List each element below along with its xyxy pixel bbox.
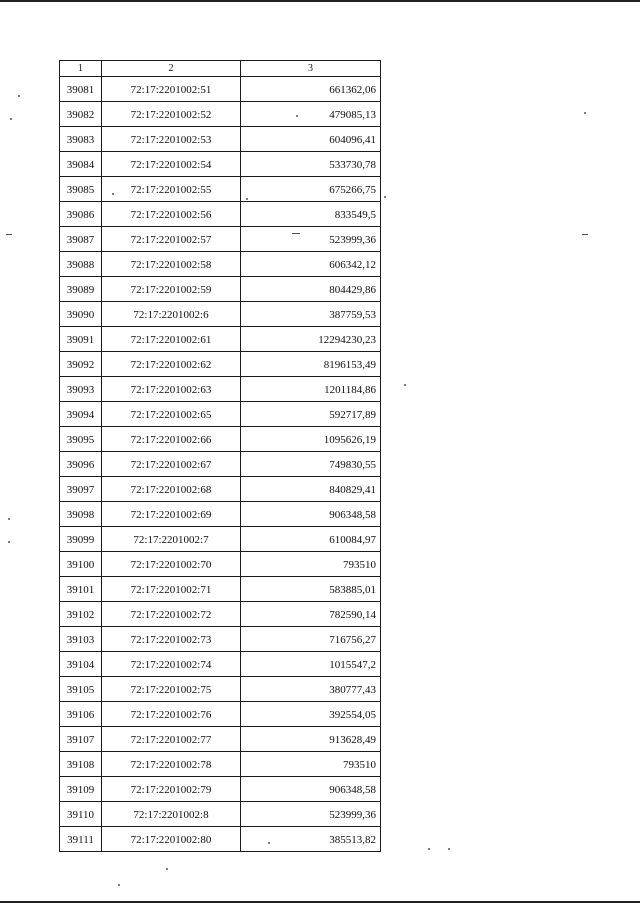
cadastral-number: 72:17:2201002:80 xyxy=(102,827,241,852)
row-number: 39081 xyxy=(60,77,102,102)
row-number: 39102 xyxy=(60,602,102,627)
cadastral-number: 72:17:2201002:57 xyxy=(102,227,241,252)
table-row xyxy=(60,452,381,477)
cadastral-value: 1095626,19 xyxy=(241,427,381,452)
table-row xyxy=(60,202,381,227)
cadastral-value: 387759,53 xyxy=(241,302,381,327)
cadastral-number: 72:17:2201002:51 xyxy=(102,77,241,102)
table-row xyxy=(60,502,381,527)
column-header-3: 3 xyxy=(241,61,381,77)
row-number: 39101 xyxy=(60,577,102,602)
cadastral-number: 72:17:2201002:58 xyxy=(102,252,241,277)
table-row xyxy=(60,352,381,377)
scan-speck xyxy=(112,193,114,195)
table-row xyxy=(60,752,381,777)
cadastral-number: 72:17:2201002:61 xyxy=(102,327,241,352)
cadastral-number: 72:17:2201002:8 xyxy=(102,802,241,827)
scan-speck xyxy=(18,95,20,97)
table-row xyxy=(60,827,381,852)
cadastral-number: 72:17:2201002:72 xyxy=(102,602,241,627)
table-row xyxy=(60,602,381,627)
cadastral-number: 72:17:2201002:52 xyxy=(102,102,241,127)
table-row xyxy=(60,77,381,102)
cadastral-value: 716756,27 xyxy=(241,627,381,652)
scan-speck xyxy=(404,384,406,386)
table-row xyxy=(60,302,381,327)
scan-top-edge xyxy=(0,0,640,2)
cadastral-number: 72:17:2201002:6 xyxy=(102,302,241,327)
table-row xyxy=(60,777,381,802)
cadastral-number: 72:17:2201002:56 xyxy=(102,202,241,227)
table-row xyxy=(60,477,381,502)
table-row xyxy=(60,702,381,727)
table-row xyxy=(60,627,381,652)
scan-speck xyxy=(582,234,588,235)
cadastral-value: 523999,36 xyxy=(241,227,381,252)
row-number: 39096 xyxy=(60,452,102,477)
cadastral-value: 8196153,49 xyxy=(241,352,381,377)
table-row xyxy=(60,577,381,602)
row-number: 39083 xyxy=(60,127,102,152)
cadastral-value: 583885,01 xyxy=(241,577,381,602)
cadastral-number: 72:17:2201002:78 xyxy=(102,752,241,777)
cadastral-number: 72:17:2201002:71 xyxy=(102,577,241,602)
cadastral-number: 72:17:2201002:53 xyxy=(102,127,241,152)
cadastral-number: 72:17:2201002:62 xyxy=(102,352,241,377)
row-number: 39082 xyxy=(60,102,102,127)
scan-speck xyxy=(428,848,430,850)
table-row xyxy=(60,152,381,177)
table-row xyxy=(60,227,381,252)
table-row xyxy=(60,727,381,752)
row-number: 39107 xyxy=(60,727,102,752)
row-number: 39103 xyxy=(60,627,102,652)
scan-speck xyxy=(246,198,248,200)
row-number: 39106 xyxy=(60,702,102,727)
table-row xyxy=(60,327,381,352)
row-number: 39092 xyxy=(60,352,102,377)
row-number: 39091 xyxy=(60,327,102,352)
cadastral-number: 72:17:2201002:69 xyxy=(102,502,241,527)
row-number: 39095 xyxy=(60,427,102,452)
cadastral-value: 804429,86 xyxy=(241,277,381,302)
cadastral-value: 840829,41 xyxy=(241,477,381,502)
cadastral-value: 604096,41 xyxy=(241,127,381,152)
scan-speck xyxy=(8,518,10,520)
row-number: 39108 xyxy=(60,752,102,777)
scan-speck xyxy=(10,118,12,120)
row-number: 39088 xyxy=(60,252,102,277)
cadastral-number: 72:17:2201002:66 xyxy=(102,427,241,452)
table-row xyxy=(60,402,381,427)
row-number: 39094 xyxy=(60,402,102,427)
scan-speck xyxy=(166,868,168,870)
cadastral-number: 72:17:2201002:79 xyxy=(102,777,241,802)
cadastral-number: 72:17:2201002:59 xyxy=(102,277,241,302)
cadastral-number: 72:17:2201002:74 xyxy=(102,652,241,677)
row-number: 39086 xyxy=(60,202,102,227)
cadastral-value: 479085,13 xyxy=(241,102,381,127)
table-row xyxy=(60,127,381,152)
cadastral-value: 1015547,2 xyxy=(241,652,381,677)
cadastral-value: 906348,58 xyxy=(241,777,381,802)
cadastral-number: 72:17:2201002:7 xyxy=(102,527,241,552)
scan-speck xyxy=(584,112,586,114)
row-number: 39097 xyxy=(60,477,102,502)
table-row xyxy=(60,677,381,702)
scan-bottom-edge xyxy=(0,901,640,903)
cadastral-number: 72:17:2201002:70 xyxy=(102,552,241,577)
cadastral-value: 782590,14 xyxy=(241,602,381,627)
cadastral-number: 72:17:2201002:65 xyxy=(102,402,241,427)
scan-speck xyxy=(296,115,298,117)
cadastral-number: 72:17:2201002:54 xyxy=(102,152,241,177)
table-row xyxy=(60,527,381,552)
scan-speck xyxy=(292,233,300,234)
cadastral-value: 606342,12 xyxy=(241,252,381,277)
table-row xyxy=(60,552,381,577)
cadastral-number: 72:17:2201002:77 xyxy=(102,727,241,752)
table-row xyxy=(60,177,381,202)
table-row xyxy=(60,102,381,127)
cadastral-value: 392554,05 xyxy=(241,702,381,727)
cadastral-value: 833549,5 xyxy=(241,202,381,227)
row-number: 39084 xyxy=(60,152,102,177)
cadastral-value: 592717,89 xyxy=(241,402,381,427)
cadastral-value: 385513,82 xyxy=(241,827,381,852)
row-number: 39087 xyxy=(60,227,102,252)
cadastral-value: 380777,43 xyxy=(241,677,381,702)
scan-speck xyxy=(6,234,12,235)
row-number: 39093 xyxy=(60,377,102,402)
cadastral-value: 749830,55 xyxy=(241,452,381,477)
cadastral-number: 72:17:2201002:73 xyxy=(102,627,241,652)
scan-speck xyxy=(268,842,270,844)
row-number: 39109 xyxy=(60,777,102,802)
cadastral-value: 793510 xyxy=(241,552,381,577)
scan-speck xyxy=(8,541,10,543)
cadastral-value: 523999,36 xyxy=(241,802,381,827)
table-row xyxy=(60,277,381,302)
cadastral-value: 1201184,86 xyxy=(241,377,381,402)
table-row xyxy=(60,652,381,677)
column-header-1: 1 xyxy=(60,61,102,77)
cadastral-value: 610084,97 xyxy=(241,527,381,552)
cadastral-number: 72:17:2201002:55 xyxy=(102,177,241,202)
scan-speck xyxy=(118,884,120,886)
row-number: 39085 xyxy=(60,177,102,202)
table-row xyxy=(60,802,381,827)
table-row xyxy=(60,377,381,402)
scan-speck xyxy=(384,196,386,198)
row-number: 39110 xyxy=(60,802,102,827)
cadastral-number: 72:17:2201002:76 xyxy=(102,702,241,727)
row-number: 39090 xyxy=(60,302,102,327)
cadastral-value: 906348,58 xyxy=(241,502,381,527)
table-body xyxy=(60,77,381,852)
cadastral-value: 793510 xyxy=(241,752,381,777)
cadastral-number: 72:17:2201002:68 xyxy=(102,477,241,502)
cadastral-value: 675266,75 xyxy=(241,177,381,202)
row-number: 39111 xyxy=(60,827,102,852)
column-header-2: 2 xyxy=(102,61,241,77)
header-row xyxy=(60,61,381,77)
table-row xyxy=(60,252,381,277)
scan-speck xyxy=(448,848,450,850)
cadastral-value: 12294230,23 xyxy=(241,327,381,352)
row-number: 39104 xyxy=(60,652,102,677)
row-number: 39105 xyxy=(60,677,102,702)
cadastral-value: 533730,78 xyxy=(241,152,381,177)
row-number: 39089 xyxy=(60,277,102,302)
row-number: 39100 xyxy=(60,552,102,577)
cadastral-value-table xyxy=(59,60,381,852)
row-number: 39099 xyxy=(60,527,102,552)
cadastral-number: 72:17:2201002:75 xyxy=(102,677,241,702)
cadastral-value: 661362,06 xyxy=(241,77,381,102)
cadastral-number: 72:17:2201002:67 xyxy=(102,452,241,477)
cadastral-number: 72:17:2201002:63 xyxy=(102,377,241,402)
row-number: 39098 xyxy=(60,502,102,527)
table-row xyxy=(60,427,381,452)
cadastral-value: 913628,49 xyxy=(241,727,381,752)
